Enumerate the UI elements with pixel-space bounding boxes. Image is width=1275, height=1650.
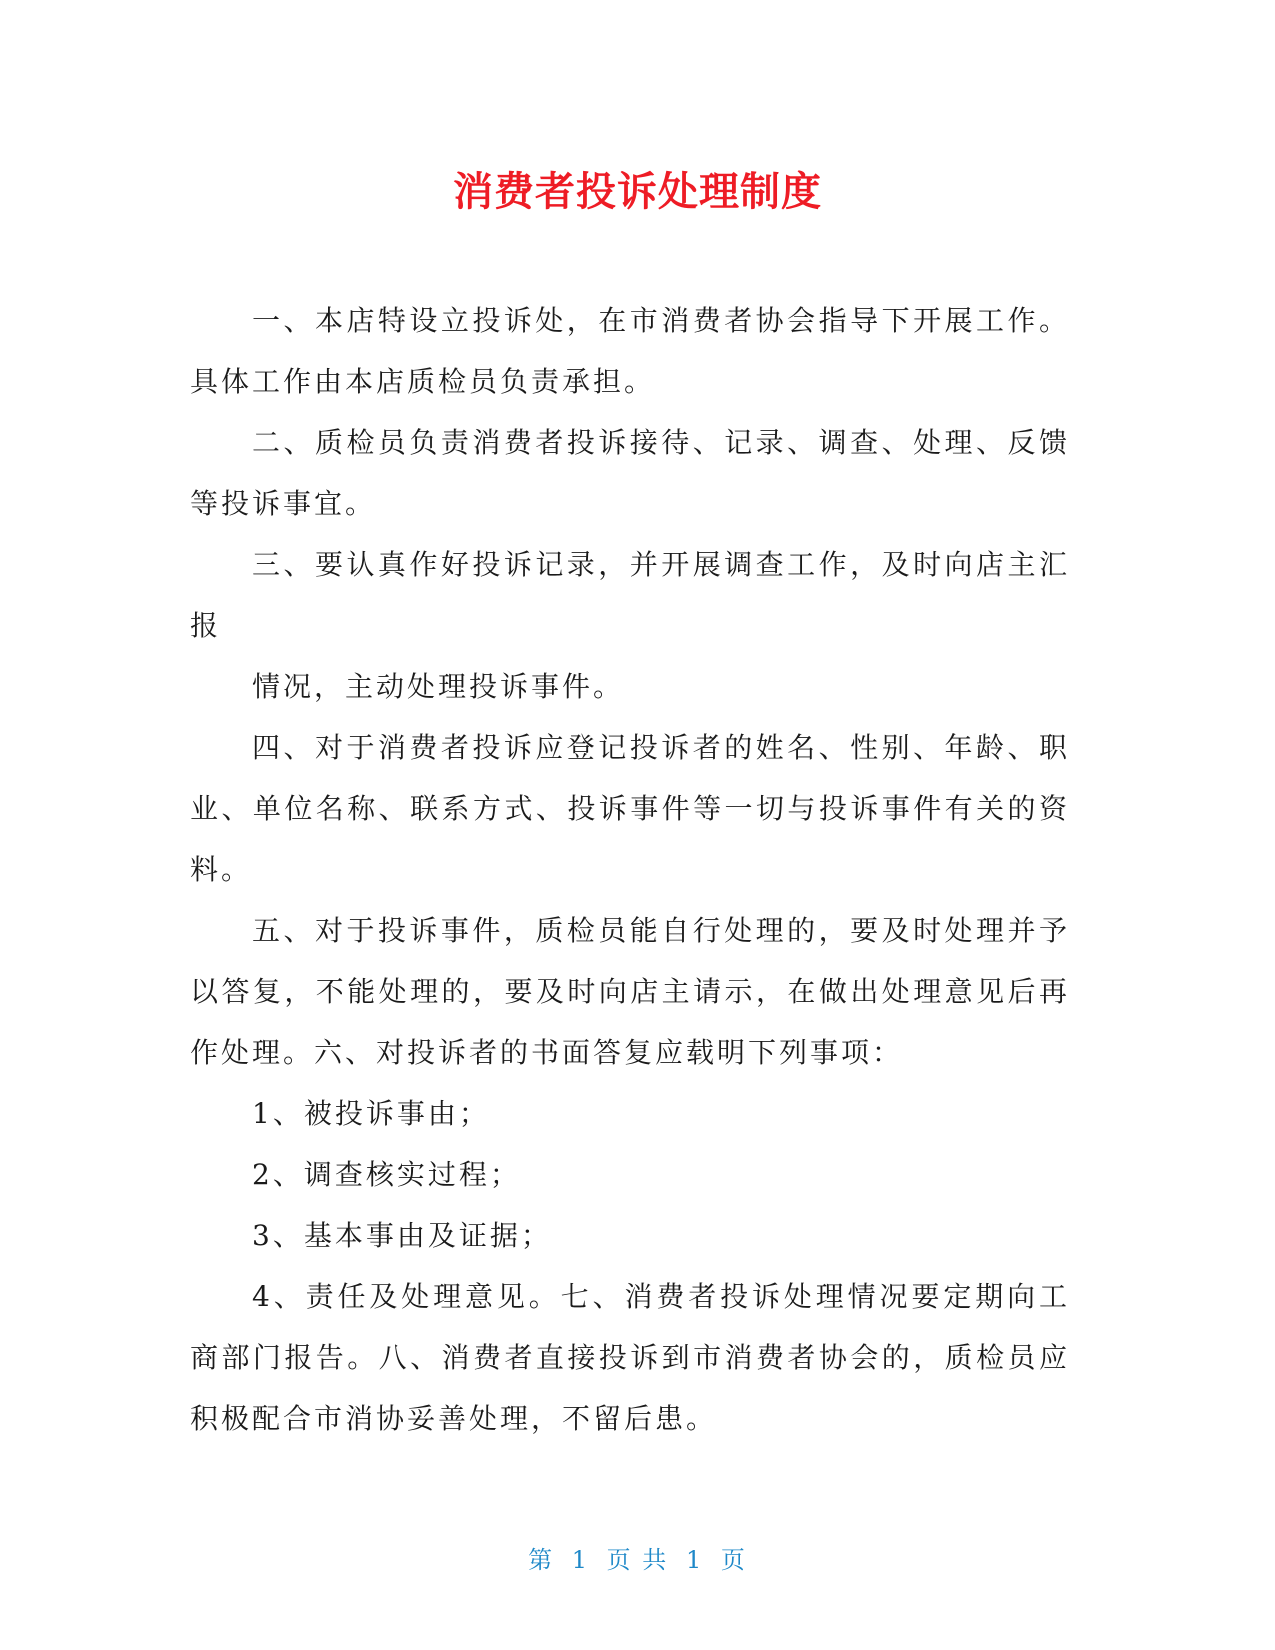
- paragraph-3: 三、要认真作好投诉记录，并开展调查工作，及时向店主汇报: [190, 548, 1070, 642]
- paragraph-5: 四、对于消费者投诉应登记投诉者的姓名、性别、年龄、职业、单位名称、联系方式、投诉事件等一切与投诉事件有关的资料。: [190, 731, 1070, 886]
- list-item-4: 4、责任及处理意见。七、消费者投诉处理情况要定期向工商部门报告。八、消费者直接投诉到市消费者协会的，质检员应积极配合市消协妥善处理，不留后患。: [190, 1280, 1070, 1435]
- paragraph-1: 一、本店特设立投诉处，在市消费者协会指导下开展工作。具体工作由本店质检员负责承担。: [190, 304, 1070, 398]
- paragraph-6: 五、对于投诉事件，质检员能自行处理的，要及时处理并予以答复，不能处理的，要及时向店主请示，在做出处理意见后再作处理。六、对投诉者的书面答复应载明下列事项：: [190, 914, 1070, 1069]
- footer-label-end: 页: [720, 1546, 747, 1574]
- footer-label-page: 第: [528, 1546, 555, 1574]
- paragraph-2: 二、质检员负责消费者投诉接待、记录、调查、处理、反馈等投诉事宜。: [190, 426, 1070, 520]
- footer-total-pages: 1: [685, 1546, 704, 1574]
- list-item-1: 1、被投诉事由；: [252, 1097, 490, 1130]
- footer-label-of: 页 共: [606, 1546, 669, 1574]
- footer-current-page: 1: [571, 1546, 590, 1574]
- list-item-2: 2、调查核实过程；: [252, 1158, 521, 1191]
- paragraph-4: 情况，主动处理投诉事件。: [252, 670, 625, 703]
- page-footer: [0, 1540, 1275, 1575]
- list-item-3: 3、基本事由及证据；: [252, 1219, 552, 1252]
- document-body: [190, 290, 1070, 1449]
- document-title: 消费者投诉处理制度: [453, 169, 822, 215]
